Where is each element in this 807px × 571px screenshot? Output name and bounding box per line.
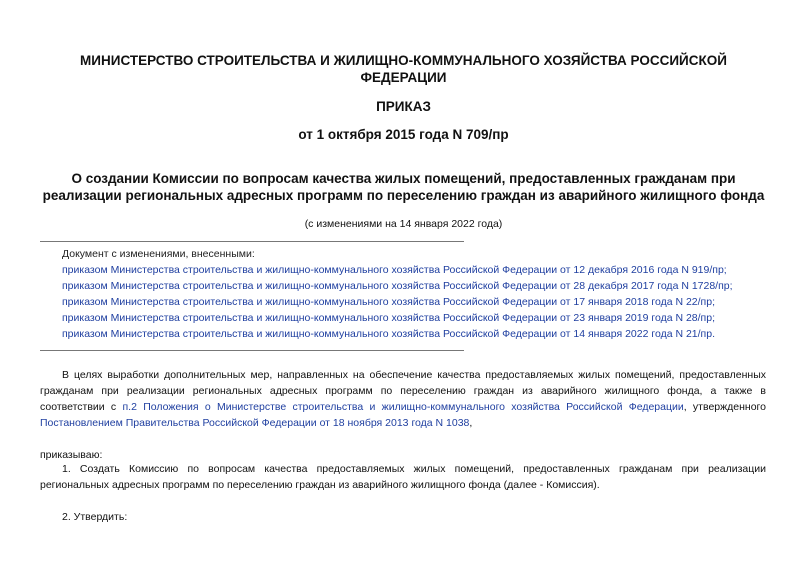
document-subject: О создании Комиссии по вопросам качества жилых помещений, предоставленных гражданам при реализации региональных адресных программ по переселению граждан из аварийного жилищного фонда [42,171,765,203]
amendment-note: (с изменениями на 14 января 2022 года) [304,218,503,230]
document-date-number: от 1 октября 2015 года N 709/пр [298,127,509,142]
document-type: ПРИКАЗ [376,99,431,114]
amendment-link[interactable]: приказом Министерства строительства и жилищно-коммунального хозяйства Российской Федерации от 12 декабря 2016 года N 919/пр; [62,264,727,276]
divider-bottom [40,350,464,351]
preamble-text: , [469,417,473,429]
preamble-line [40,415,766,431]
item-1-line: региональных адресных программ по переселению граждан из аварийного жилищного фонда (далее - Комиссия). [40,479,600,491]
preamble-line: гражданам при реализации региональных адресных программ по переселению граждан из аварийного жилищного фонда, а также в [40,385,766,397]
amendment-link[interactable]: приказом Министерства строительства и жилищно-коммунального хозяйства Российской Федерации от 23 января 2019 года N 28/пр; [62,312,715,324]
item-1-line: 1. Создать Комиссию по вопросам качества предоставляемых жилых помещений, предоставленных гражданам при реализации [62,463,766,475]
preamble-paragraph [40,367,766,431]
preamble-line [40,399,766,415]
amendment-link[interactable]: приказом Министерства строительства и жилищно-коммунального хозяйства Российской Федерации от 28 декабря 2017 года N 1728/пр; [62,280,733,292]
item-1 [40,461,766,493]
amendment-link[interactable]: приказом Министерства строительства и жилищно-коммунального хозяйства Российской Федерации от 17 января 2018 года N 22/пр; [62,296,715,308]
ministry-title: МИНИСТЕРСТВО СТРОИТЕЛЬСТВА И ЖИЛИЩНО-КОММУНАЛЬНОГО ХОЗЯЙСТВА РОССИЙСКОЙ ФЕДЕРАЦИИ [80,53,727,85]
regulation-link[interactable]: п.2 Положения о Министерстве строительства и жилищно-коммунального хозяйства Российской Федерации [122,401,684,413]
changes-intro: Документ с изменениями, внесенными: [62,248,255,260]
order-word: приказываю: [40,449,103,461]
resolution-link[interactable]: Постановлением Правительства Российской Федерации от 18 ноября 2013 года N 1038 [40,417,470,429]
item-2: 2. Утвердить: [62,511,128,523]
preamble-line: В целях выработки дополнительных мер, направленных на обеспечение качества предоставляемых жилых помещений, предоставленных [62,369,766,381]
changes-list [62,246,782,342]
preamble-text: , утвержденного [683,401,766,413]
amendment-link[interactable]: приказом Министерства строительства и жилищно-коммунального хозяйства Российской Федерации от 14 января 2022 года N 21/пр. [62,328,715,340]
divider-top [40,241,464,242]
preamble-text: соответствии с [40,401,123,413]
